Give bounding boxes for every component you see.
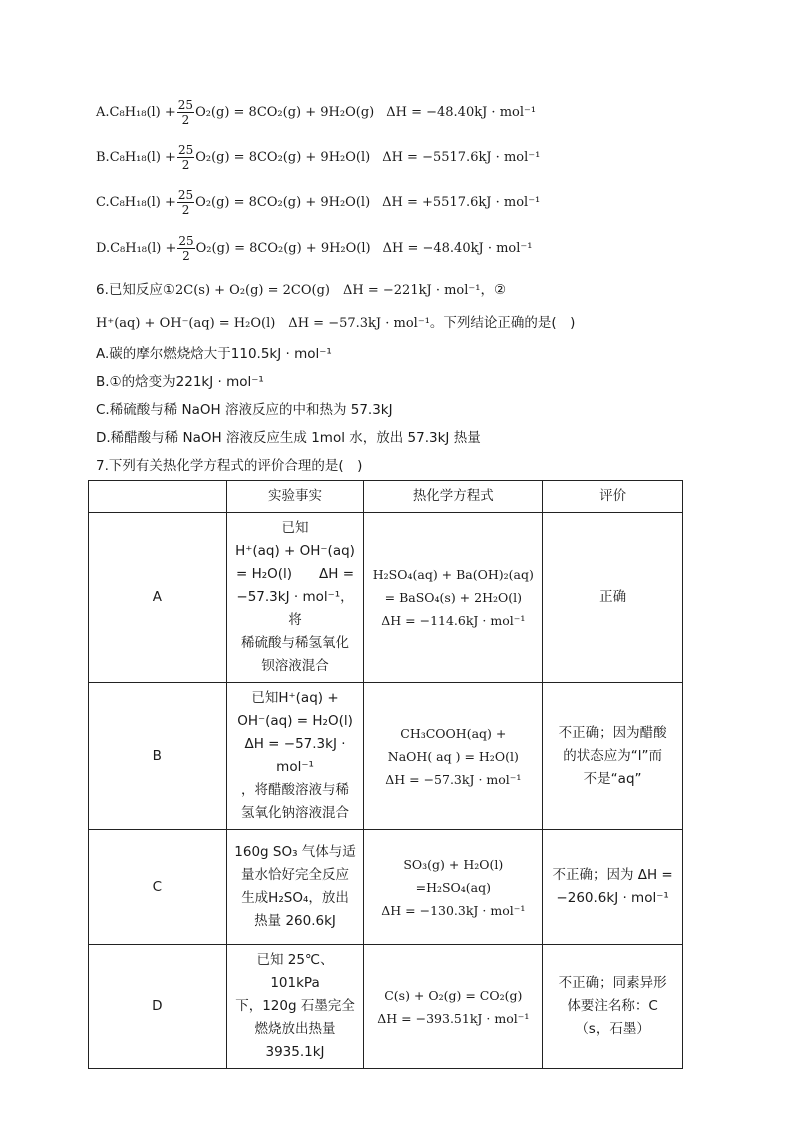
q6-prefix: 6.已知反应①: [96, 282, 175, 298]
fraction-numerator: 25: [178, 233, 194, 248]
header-equation: 热化学方程式: [364, 481, 543, 513]
equation-cell-line: =H₂SO₄(aq): [415, 879, 492, 895]
fact-cell: [226, 683, 364, 830]
fact-cell-line: 160g SO₃ 气体与适: [234, 844, 356, 860]
fact-cell-line: = H₂O(l) ΔH =: [235, 566, 355, 582]
equation-cell-line: ΔH = −114.6kJ · mol⁻¹: [381, 613, 526, 628]
equation-cell: [364, 513, 543, 683]
fraction-denominator: 2: [182, 248, 190, 263]
q6-option-c: C.稀硫酸与稀 NaOH 溶液反应的中和热为 57.3kJ: [96, 402, 393, 418]
row-key: C: [89, 830, 227, 945]
fraction-numerator: 25: [177, 187, 194, 202]
fact-cell-line: 燃烧放出热量: [254, 1021, 336, 1037]
fraction: [177, 189, 194, 216]
fact-cell: [226, 945, 364, 1069]
q6-option-d: D.稀醋酸与稀 NaOH 溶液反应生成 1mol 水，放出 57.3kJ 热量: [96, 430, 481, 446]
fraction: [177, 235, 194, 262]
fact-cell-line: OH⁻(aq) = H₂O(l): [237, 713, 353, 729]
q6-option-a: A.碳的摩尔燃烧焓大于110.5kJ · mol⁻¹: [96, 346, 332, 362]
q6-suffix2: 。下列结论正确的是( ): [429, 315, 576, 331]
evaluation-cell-line: 正确: [599, 589, 627, 605]
fact-cell-line: H⁺(aq) + OH⁻(aq): [235, 543, 355, 559]
fraction-denominator: 2: [181, 202, 190, 217]
equation-cell-line: C(s) + O₂(g) = CO₂(g): [384, 987, 523, 1003]
q6-option-b: B.①的焓变为221kJ · mol⁻¹: [96, 374, 264, 390]
q6-eq2: H⁺(aq) + OH⁻(aq) = H₂O(l) ΔH = −57.3kJ · mol⁻¹: [96, 316, 430, 331]
table-row: [89, 945, 683, 1069]
option-label: B.: [96, 149, 110, 165]
header-evaluation: 评价: [543, 481, 683, 513]
header-fact: 实验事实: [226, 481, 364, 513]
equation-right: O₂(g) = 8CO₂(g) + 9H₂O(l): [195, 240, 371, 256]
fact-cell-line: ，将醋酸溶液与稀: [241, 782, 350, 798]
q5-option-a: [96, 92, 536, 132]
equation-right: O₂(g) = 8CO₂(g) + 9H₂O(l): [195, 194, 371, 210]
equation-cell: [364, 683, 543, 830]
table-header-row: [89, 481, 683, 513]
enthalpy-change: ΔH = +5517.6kJ · mol⁻¹: [382, 194, 541, 210]
evaluation-cell-line: 不正确；因为醋酸: [558, 724, 667, 741]
fraction-numerator: 25: [177, 97, 194, 112]
evaluation-cell: [543, 830, 683, 945]
fraction: [177, 144, 194, 171]
fact-cell-line: 稀硫酸与稀氢氧化: [241, 635, 350, 651]
equation-cell-line: ΔH = −130.3kJ · mol⁻¹: [381, 902, 526, 918]
q6-eq1: 2C(s) + O₂(g) = 2CO(g) ΔH = −221kJ · mol⁻¹: [174, 283, 481, 298]
evaluation-cell-line: 不正确；因为 ΔH =: [552, 867, 673, 883]
fraction-numerator: 25: [177, 142, 194, 157]
table-row: [89, 513, 683, 683]
equation-right: O₂(g) = 8CO₂(g) + 9H₂O(g): [195, 104, 375, 120]
row-key: A: [89, 513, 227, 683]
fact-cell-line: 已知H⁺(aq) +: [251, 690, 339, 706]
equation-cell: [364, 830, 543, 945]
evaluation-cell: [543, 945, 683, 1069]
fraction-denominator: 2: [181, 157, 190, 172]
evaluation-cell-line: −260.6kJ · mol⁻¹: [556, 890, 669, 906]
q6-line1: [96, 278, 506, 298]
q5-option-d: [96, 228, 532, 268]
evaluation-cell: [543, 513, 683, 683]
q7-stem: 7.下列有关热化学方程式的评价合理的是( ): [96, 458, 363, 474]
equation-cell-line: SO₃(g) + H₂O(l): [403, 856, 504, 872]
fact-cell-line: ΔH = −57.3kJ · mol⁻¹: [244, 736, 346, 775]
q6-line2: [96, 311, 575, 331]
enthalpy-change: ΔH = −5517.6kJ · mol⁻¹: [382, 149, 541, 165]
fact-cell-line: 3935.1kJ: [265, 1044, 325, 1060]
evaluation-cell-line: 不正确；同素异形: [558, 975, 667, 991]
equation-cell-line: CH₃COOH(aq) +: [400, 725, 507, 741]
fact-cell-line: 下，120g 石墨完全: [235, 998, 355, 1014]
q6-suffix1: ，②: [480, 282, 507, 298]
evaluation-cell-line: 不是“aq”: [583, 770, 642, 787]
equation-cell: [364, 945, 543, 1069]
fact-cell-line: −57.3kJ · mol⁻¹，将: [236, 589, 354, 628]
evaluation-table: [88, 480, 683, 1069]
evaluation-cell-line: 的状态应为“l”而: [563, 747, 662, 764]
fraction: [177, 99, 194, 126]
fact-cell-line: 热量 260.6kJ: [254, 913, 336, 929]
fact-cell-line: 已知 25℃、101kPa: [256, 952, 334, 991]
row-key: D: [89, 945, 227, 1069]
equation-cell-line: ΔH = −57.3kJ · mol⁻¹: [385, 771, 522, 787]
enthalpy-change: ΔH = −48.40kJ · mol⁻¹: [386, 104, 537, 120]
table-row: [89, 683, 683, 830]
equation-cell-line: NaOH( aq ) = H₂O(l): [387, 748, 519, 764]
fact-cell-line: 生成H₂SO₄，放出: [241, 890, 349, 906]
option-label: C.: [96, 194, 110, 210]
fact-cell: [226, 513, 364, 683]
equation-left: C₈H₁₈(l) +: [109, 149, 176, 165]
option-label: D.: [96, 240, 111, 256]
fact-cell: [226, 830, 364, 945]
fact-cell-line: 量水恰好完全反应: [241, 867, 350, 883]
q5-option-c: [96, 182, 540, 222]
equation-left: C₈H₁₈(l) +: [109, 104, 176, 120]
equation-cell-line: ΔH = −393.51kJ · mol⁻¹: [377, 1010, 530, 1026]
row-key: B: [89, 683, 227, 830]
equation-cell-line: = BaSO₄(s) + 2H₂O(l): [384, 590, 522, 605]
evaluation-cell-line: 体要注名称：C: [567, 998, 658, 1014]
evaluation-cell-line: （s，石墨）: [575, 1021, 650, 1037]
equation-right: O₂(g) = 8CO₂(g) + 9H₂O(l): [195, 149, 371, 165]
table-row: [89, 830, 683, 945]
header-cell: [89, 481, 227, 513]
equation-left: C₈H₁₈(l) +: [110, 240, 177, 256]
equation-left: C₈H₁₈(l) +: [109, 194, 176, 210]
equation-cell-line: H₂SO₄(aq) + Ba(OH)₂(aq): [372, 567, 534, 582]
evaluation-cell: [543, 683, 683, 830]
option-label: A.: [96, 104, 110, 120]
enthalpy-change: ΔH = −48.40kJ · mol⁻¹: [382, 240, 533, 256]
fact-cell-line: 钡溶液混合: [261, 658, 329, 674]
fact-cell-line: 氢氧化钠溶液混合: [241, 805, 350, 821]
fraction-denominator: 2: [181, 112, 190, 127]
q5-option-b: [96, 137, 540, 177]
fact-cell-line: 已知: [281, 520, 309, 536]
